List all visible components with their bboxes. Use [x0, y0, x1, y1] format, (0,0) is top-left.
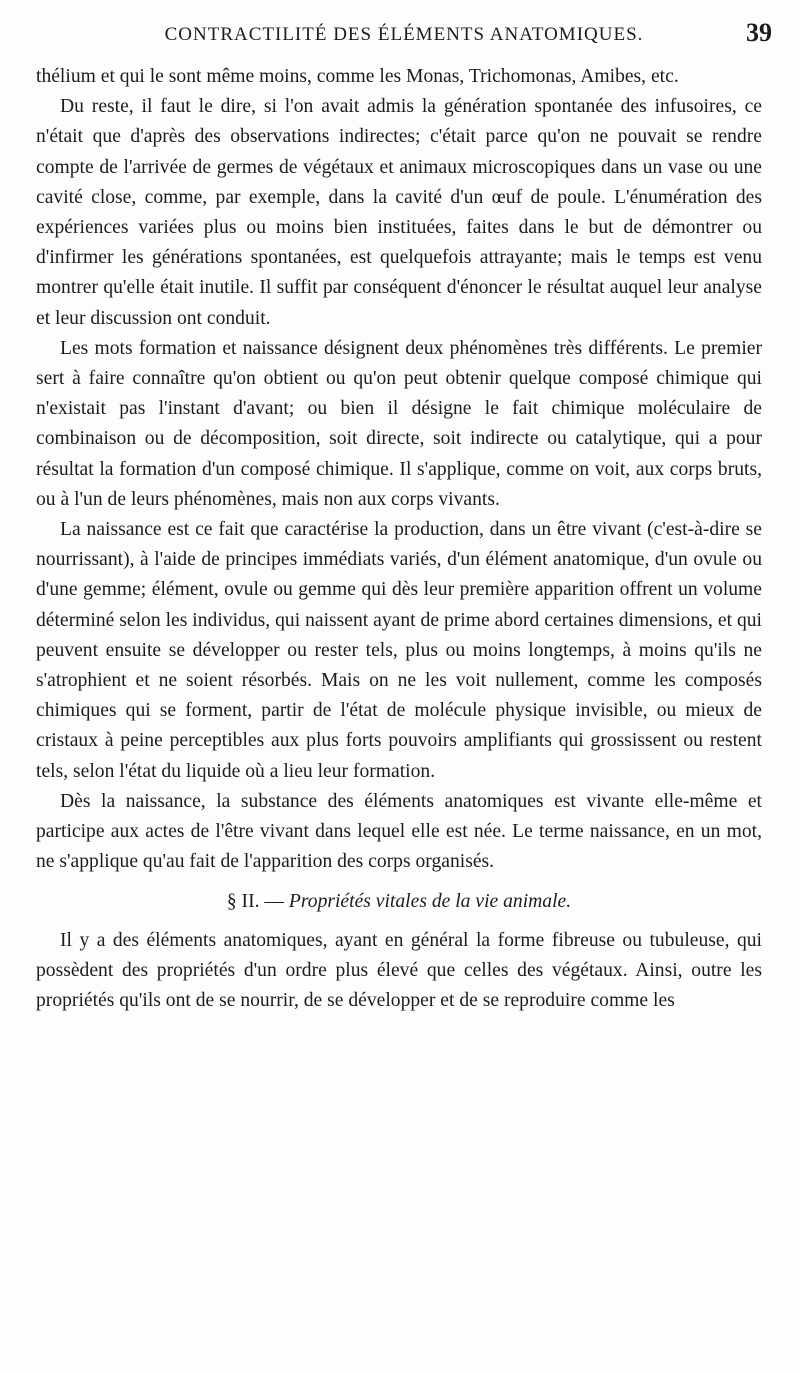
paragraph-2: Du reste, il faut le dire, si l'on avait admis la génération spontanée des infusoires, ce n'était que d'après des observations indirectes; c'était parce qu'on ne pouvait se rendre compte de l'arrivée de germes de végétaux et animaux microscopiques dans un vase ou une cavité close, comme, par exemple, dans la cavité d'un œuf de poule. L'énumération des expériences variées plus ou moins bien instituées, faites dans le but de démontrer ou d'infirmer les générations spontanées, est quelquefois attrayante; mais le temps est venu montrer qu'elle était inutile. Il suffit par conséquent d'énoncer le résultat auquel leur analyse et leur discussion ont conduit. [36, 96, 762, 329]
page-number: 39 [746, 18, 772, 47]
paragraph-1: thélium et qui le sont même moins, comme les Monas, Trichomonas, Amibes, etc. [36, 66, 679, 87]
paragraph-4: La naissance est ce fait que caractérise la production, dans un être vivant (c'est-à-dire se nourrissant), à l'aide de principes immédiats variés, d'un élément anatomique, d'un ovule ou d'une gemme; élément, ovule ou gemme qui dès leur première apparition offrent un volume déterminé selon les individus, qui naissent ayant de prime abord certaines dimensions, et qui peuvent ensuite se développer ou rester tels, plus ou moins longtemps, à moins qu'ils ne s'atrophient et ne soient résorbés. Mais on ne les voit nullement, comme les composés chimiques qui se forment, partir de l'état de molécule physique invisible, ou mieux de cristaux à peine perceptibles aux plus forts pouvoirs amplifiants qui grossissent ou restent tels, selon l'état du liquide où a lieu leur formation. [36, 519, 762, 782]
running-head [36, 18, 772, 58]
section-heading [36, 887, 762, 917]
paragraph-5: Dès la naissance, la substance des éléments anatomiques est vivante elle-même et participe aux actes de l'être vivant dans lequel elle est née. Le terme naissance, en un mot, ne s'applique qu'au fait de l'apparition des corps organisés. [36, 790, 762, 873]
running-title: CONTRACTILITÉ DES ÉLÉMENTS ANATOMIQUES. [164, 24, 644, 45]
section-title: Propriétés vitales de la vie animale. [288, 891, 572, 913]
paragraph-3: Les mots formation et naissance désignent deux phénomènes très différents. Le premier sert à faire connaître qu'on obtient ou qu'on peut obtenir quelque composé chimique qui n'existait pas l'instant d'avant; ou bien il désigne le fait chimique moléculaire de combinaison ou de décomposition, soit directe, soit indirecte ou catalytique, qui a pour résultat la formation d'un composé chimique. Il s'applique, comme on voit, aux corps bruts, ou à l'un de leurs phénomènes, mais non aux corps vivants. [36, 337, 762, 510]
paragraph-6: Il y a des éléments anatomiques, ayant en général la forme fibreuse ou tubuleuse, qui possèdent des propriétés d'un ordre plus élevé que celles des végétaux. Ainsi, outre les propriétés qu'ils ont de se nourrir, de se développer et de se reproduire comme les [36, 929, 762, 1012]
section-number: § II. — [226, 891, 284, 913]
body-text [36, 62, 762, 1016]
